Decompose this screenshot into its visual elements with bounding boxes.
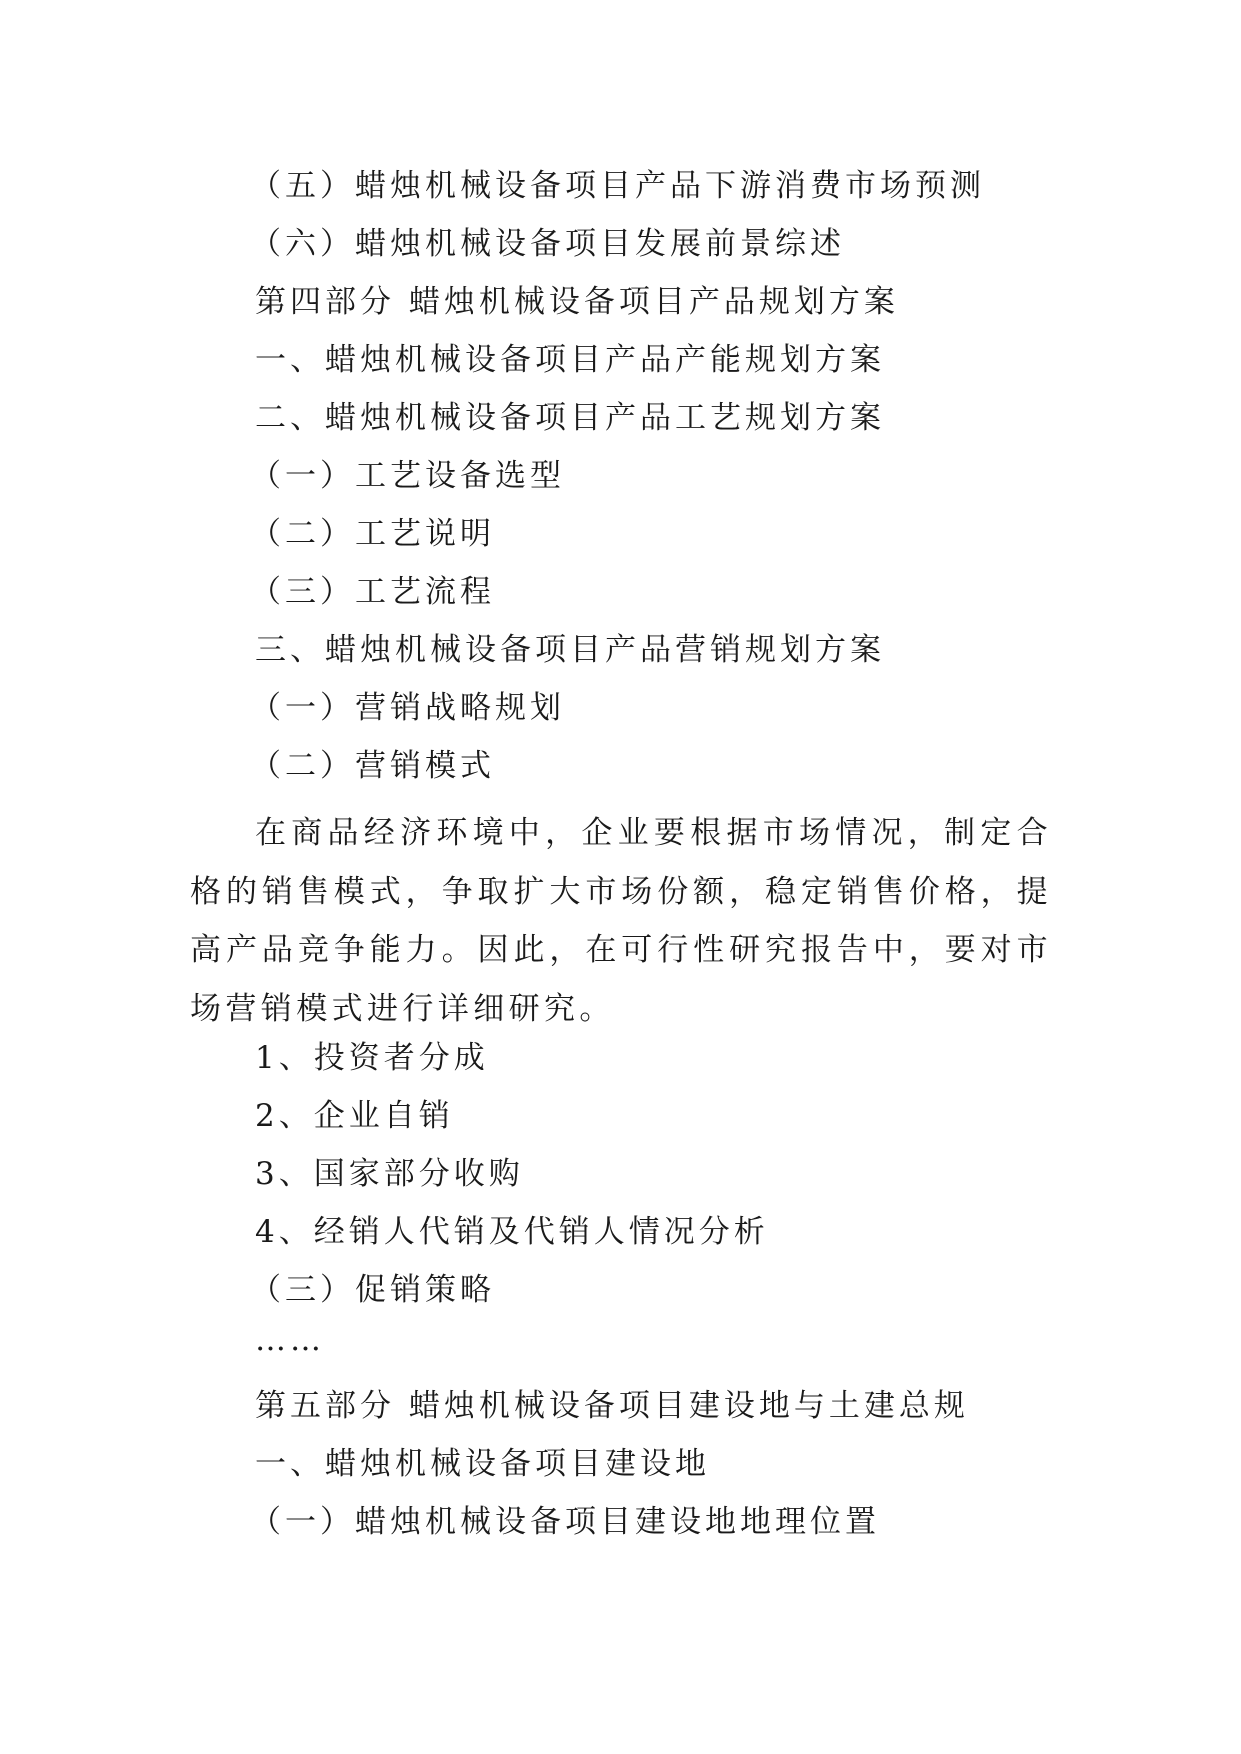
subsection-heading: （六）蜡烛机械设备项目发展前景综述 [250,226,845,262]
list-item: 1、投资者分成 [255,1040,489,1076]
section-heading: 一、蜡烛机械设备项目产品产能规划方案 [255,342,885,378]
body-paragraph: 在商品经济环境中，企业要根据市场情况，制定合格的销售模式，争取扩大市场份额，稳定销售价格，提高产品竞争能力。因此，在可行性研究报告中，要对市场营销模式进行详细研究。 [190,815,1052,1028]
part-heading: 第四部分 蜡烛机械设备项目产品规划方案 [255,284,899,320]
subsection-heading: （一）营销战略规划 [250,690,565,726]
section-heading: 一、蜡烛机械设备项目建设地 [255,1446,710,1482]
section-heading: 二、蜡烛机械设备项目产品工艺规划方案 [255,400,885,436]
ellipsis: …… [255,1322,325,1358]
subsection-heading: （一）蜡烛机械设备项目建设地地理位置 [250,1504,880,1540]
subsection-heading: （三）促销策略 [250,1272,495,1308]
subsection-heading: （五）蜡烛机械设备项目产品下游消费市场预测 [250,168,985,204]
list-item: 4、经销人代销及代销人情况分析 [255,1214,769,1250]
list-item: 3、国家部分收购 [255,1156,524,1192]
subsection-heading: （一）工艺设备选型 [250,458,565,494]
section-heading: 三、蜡烛机械设备项目产品营销规划方案 [255,632,885,668]
subsection-heading: （三）工艺流程 [250,574,495,610]
subsection-heading: （二）工艺说明 [250,516,495,552]
list-item: 2、企业自销 [255,1098,454,1134]
part-heading: 第五部分 蜡烛机械设备项目建设地与土建总规 [255,1388,969,1424]
subsection-heading: （二）营销模式 [250,748,495,784]
